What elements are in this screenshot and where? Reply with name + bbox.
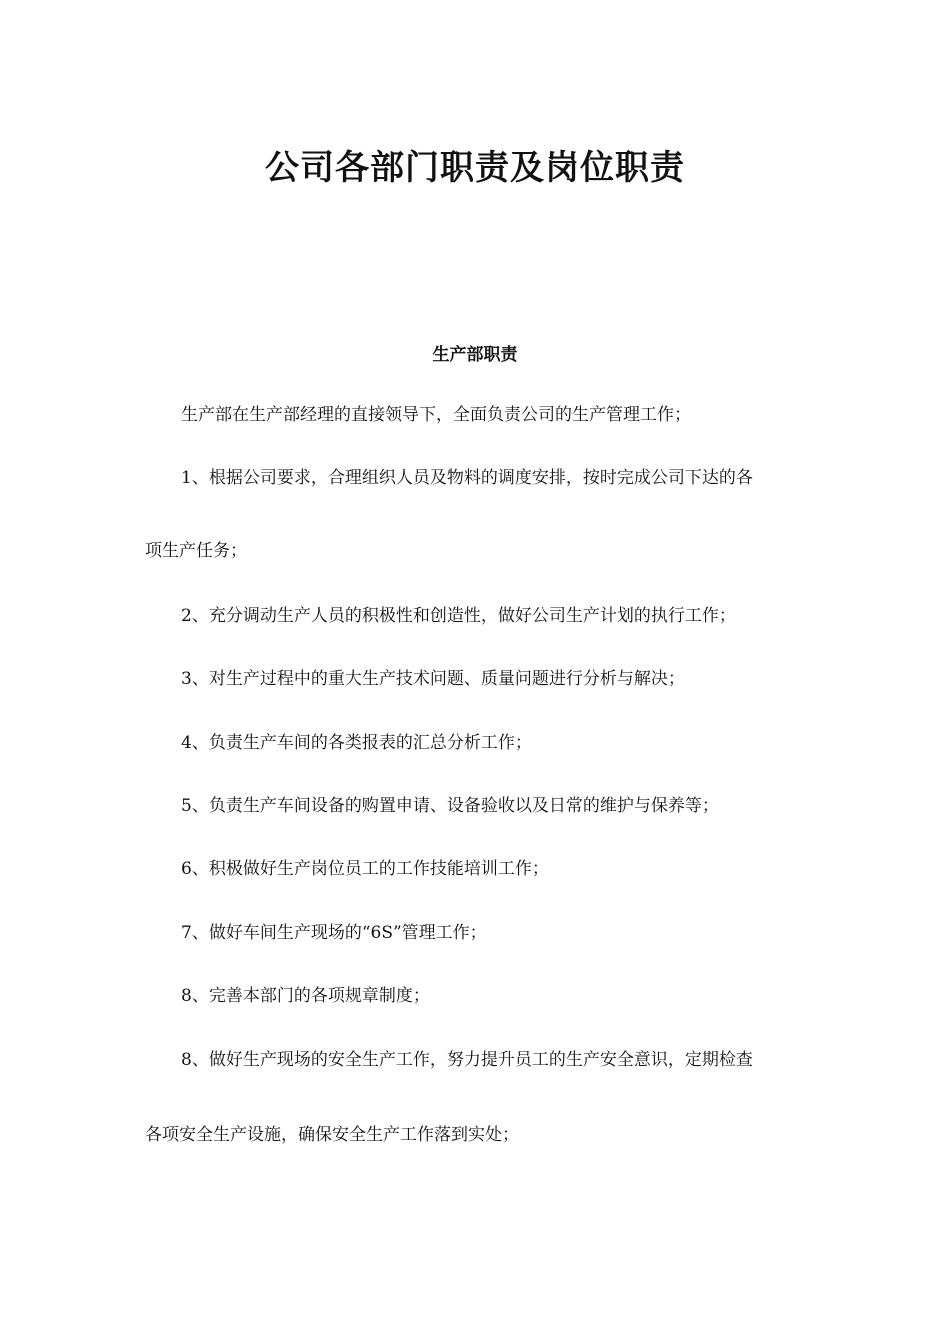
duty-item-7: 7、做好车间生产现场的“6S”管理工作； bbox=[181, 923, 487, 943]
duty-item-9-line1: 8、做好生产现场的安全生产工作，努力提升员工的生产安全意识，定期检查 bbox=[181, 1050, 753, 1070]
duty-item-8: 8、完善本部门的各项规章制度； bbox=[181, 986, 430, 1006]
duty-item-1-line1: 1、根据公司要求，合理组织人员及物料的调度安排，按时完成公司下达的各 bbox=[181, 468, 753, 488]
document-title: 公司各部门职责及岗位职责 bbox=[265, 148, 685, 188]
duty-item-1-line2: 项生产任务； bbox=[145, 541, 247, 561]
intro-paragraph: 生产部在生产部经理的直接领导下，全面负责公司的生产管理工作； bbox=[181, 405, 691, 425]
duty-item-5: 5、负责生产车间设备的购置申请、设备验收以及日常的维护与保养等； bbox=[181, 796, 719, 816]
section-title: 生产部职责 bbox=[432, 345, 518, 365]
duty-item-4: 4、负责生产车间的各类报表的汇总分析工作； bbox=[181, 733, 532, 753]
duty-item-6: 6、积极做好生产岗位员工的工作技能培训工作； bbox=[181, 859, 549, 879]
duty-item-9-line2: 各项安全生产设施，确保安全生产工作落到实处； bbox=[145, 1125, 519, 1145]
duty-item-2: 2、充分调动生产人员的积极性和创造性，做好公司生产计划的执行工作； bbox=[181, 606, 736, 626]
duty-item-3: 3、对生产过程中的重大生产技术问题、质量问题进行分析与解决； bbox=[181, 669, 685, 689]
